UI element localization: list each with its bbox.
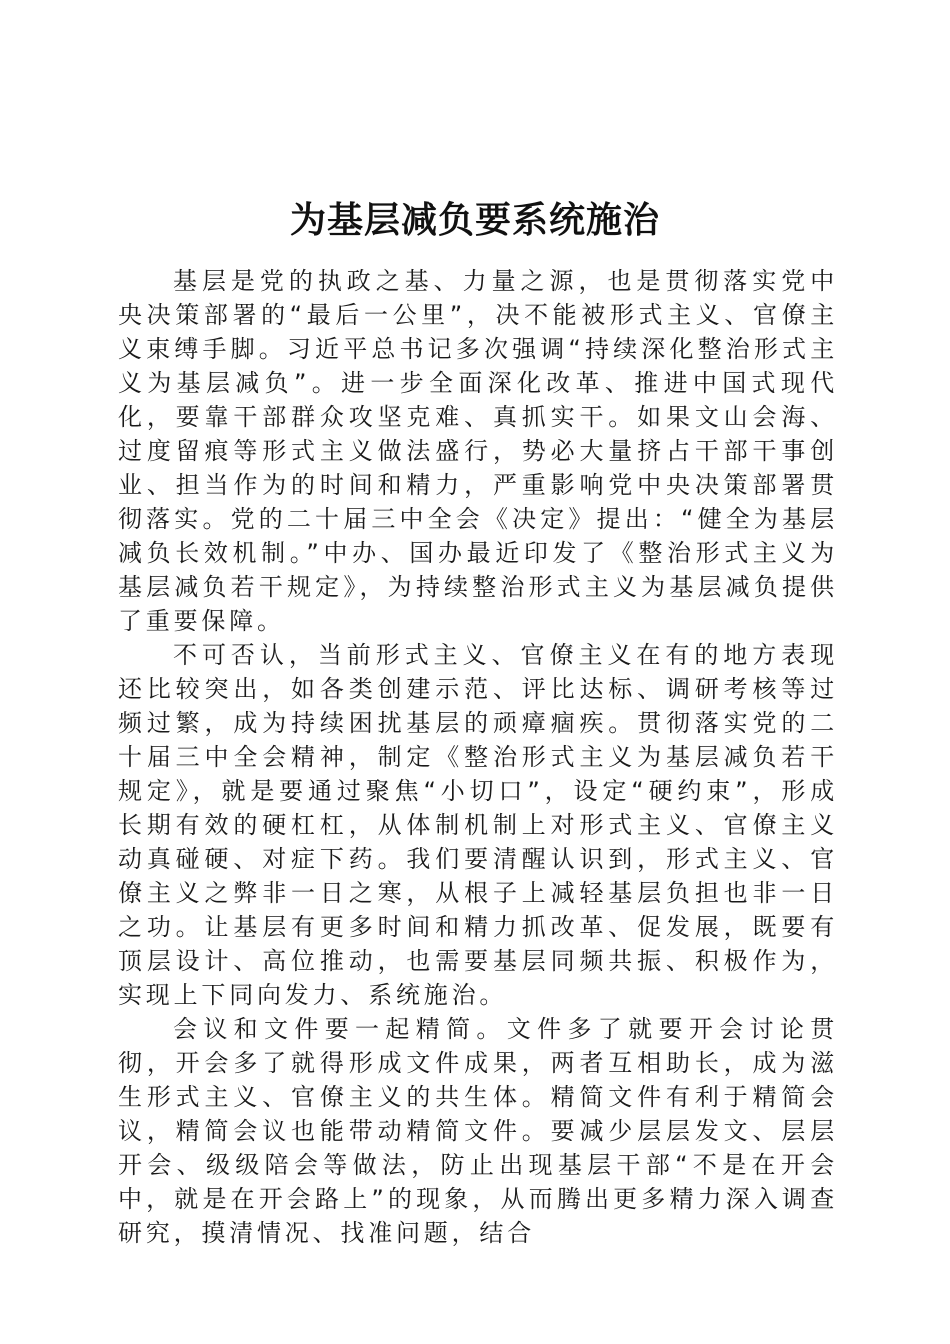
paragraph: 不可否认，当前形式主义、官僚主义在有的地方表现还比较突出，如各类创建示范、评比达标、调研考核等过频过繁，成为持续困扰基层的顽瘴痼疾。贯彻落实党的二十届三中全会精神，制定《整治形式主义为基层减负若干规定》，就是要通过聚焦“小切口”，设定“硬约束”，形成长期有效的硬杠杠，从体制机制上对形式主义、官僚主义动真碰硬、对症下药。我们要清醒认识到，形式主义、官僚主义之弊非一日之寒，从根子上减轻基层负担也非一日之功。让基层有更多时间和精力抓改革、促发展，既要有顶层设计、高位推动，也需要基层同频共振、积极作为，实现上下同向发力、系统施治。 xyxy=(118,641,838,1009)
document-title: 为基层减负要系统施治 xyxy=(289,199,660,241)
paragraph: 基层是党的执政之基、力量之源，也是贯彻落实党中央决策部署的“最后一公里”，决不能被形式主义、官僚主义束缚手脚。习近平总书记多次强调“持续深化整治形式主义为基层减负”。进一步全面深化改革、推进中国式现代化，要靠干部群众攻坚克难、真抓实干。如果文山会海、过度留痕等形式主义做法盛行，势必大量挤占干部干事创业、担当作为的时间和精力，严重影响党中央决策部署贯彻落实。党的二十届三中全会《决定》提出：“健全为基层减负长效机制。”中办、国办最近印发了《整治形式主义为基层减负若干规定》，为持续整治形式主义为基层减负提供了重要保障。 xyxy=(118,267,838,635)
paragraph: 会议和文件要一起精简。文件多了就要开会讨论贯彻，开会多了就得形成文件成果，两者互相助长，成为滋生形式主义、官僚主义的共生体。精简文件有利于精简会议，精简会议也能带动精简文件。要减少层层发文、层层开会、级级陪会等做法，防止出现基层干部“不是在开会中，就是在开会路上”的现象，从而腾出更多精力深入调查研究，摸清情况、找准问题，结合 xyxy=(118,1015,838,1247)
document-body xyxy=(118,264,838,1250)
